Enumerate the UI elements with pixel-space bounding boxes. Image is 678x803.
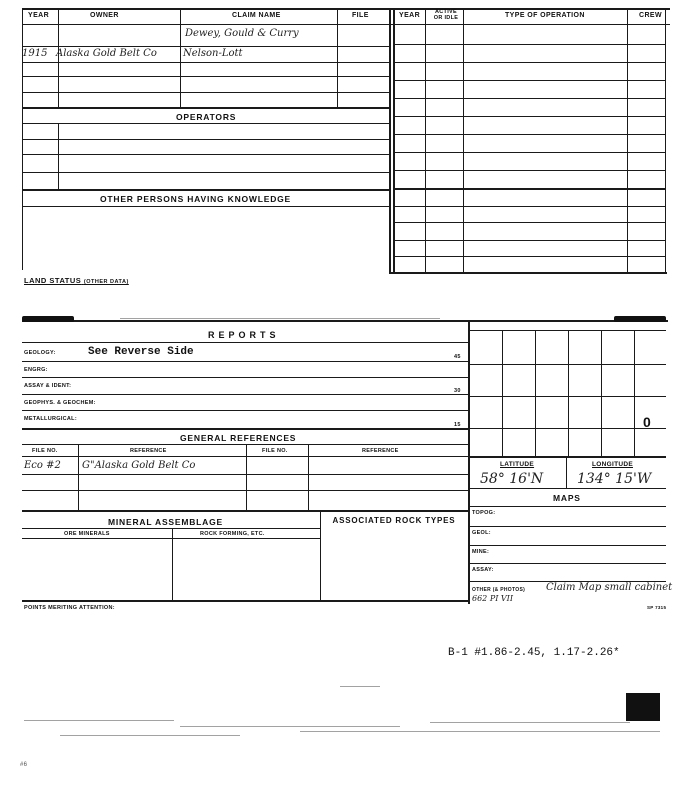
ore-minerals-label: ORE MINERALS: [64, 531, 110, 537]
longitude-value: 134° 15'W: [577, 471, 652, 487]
archive-stamp: B-1 #1.86-2.45, 1.17-2.26*: [448, 647, 620, 659]
map-assay-label: ASSAY:: [472, 567, 494, 573]
map-topog-label: TOPOG:: [472, 510, 496, 516]
ref-file-no-entry: Eco #2: [24, 460, 61, 471]
ref-header-reference-2: REFERENCE: [362, 448, 399, 454]
header-crew: CREW: [639, 12, 662, 19]
report-scale-30: 30: [454, 388, 461, 394]
land-status-label: LAND STATUS: [24, 276, 82, 285]
claim-name-entry-1: Dewey, Gould & Curry: [185, 28, 299, 39]
owner-entry-2: Alaska Gold Belt Co: [56, 48, 157, 59]
map-mine-label: MINE:: [472, 549, 490, 555]
claim-name-entry-2: Nelson-Lott: [183, 48, 243, 59]
corner-mark: #6: [20, 762, 28, 768]
map-other-value: Claim Map small cabinet: [546, 582, 673, 593]
grid-marker: 0: [643, 414, 651, 430]
report-geology-label: GEOLOGY:: [24, 350, 56, 356]
header-claim-name: CLAIM NAME: [232, 12, 281, 19]
map-other-label: OTHER (& PHOTOS): [472, 587, 526, 593]
report-geophys-label: GEOPHYS. & GEOCHEM:: [24, 400, 96, 406]
header-active-or-idle: ACTIVE OR IDLE: [433, 9, 459, 21]
ref-header-reference-1: REFERENCE: [130, 448, 167, 454]
header-year: YEAR: [28, 12, 50, 19]
report-assay-label: ASSAY & IDENT:: [24, 383, 72, 389]
rock-forming-label: ROCK FORMING, ETC.: [200, 531, 265, 537]
map-geol-label: GEOL:: [472, 530, 491, 536]
maps-heading: MAPS: [553, 493, 581, 503]
ref-header-file-no-2: FILE NO.: [262, 448, 288, 454]
header-type-of-operation: TYPE OF OPERATION: [505, 12, 585, 19]
registration-block: [626, 693, 660, 721]
report-geology-value: See Reverse Side: [88, 346, 194, 358]
report-scale-15: 15: [454, 422, 461, 428]
latitude-label: LATITUDE: [500, 461, 535, 468]
ref-reference-entry: G"Alaska Gold Belt Co: [82, 460, 196, 471]
form-code: SP 7315: [647, 605, 667, 610]
other-persons-heading: OTHER PERSONS HAVING KNOWLEDGE: [100, 194, 292, 204]
header-year-right: YEAR: [399, 12, 421, 19]
report-scale-45: 45: [454, 354, 461, 360]
points-meriting-attention-label: POINTS MERITING ATTENTION:: [24, 605, 115, 611]
report-engrg-label: ENGRG:: [24, 367, 48, 373]
mineral-assemblage-heading: MINERAL ASSEMBLAGE: [108, 517, 223, 527]
header-owner: OWNER: [90, 12, 119, 19]
header-file: FILE: [352, 12, 369, 19]
general-references-heading: GENERAL REFERENCES: [180, 433, 297, 443]
operators-heading: OPERATORS: [176, 112, 237, 122]
longitude-label: LONGITUDE: [592, 461, 633, 468]
latitude-value: 58° 16'N: [480, 471, 544, 487]
reports-heading: REPORTS: [208, 330, 280, 340]
land-status-sub: (OTHER DATA): [83, 279, 129, 285]
ref-header-file-no-1: FILE NO.: [32, 448, 58, 454]
map-other-extra: 662 PI VII: [472, 594, 513, 603]
associated-rock-types-label: ASSOCIATED ROCK TYPES: [332, 516, 456, 525]
year-entry-2: 1915: [22, 48, 48, 59]
report-metallurgical-label: METALLURGICAL:: [24, 416, 77, 422]
